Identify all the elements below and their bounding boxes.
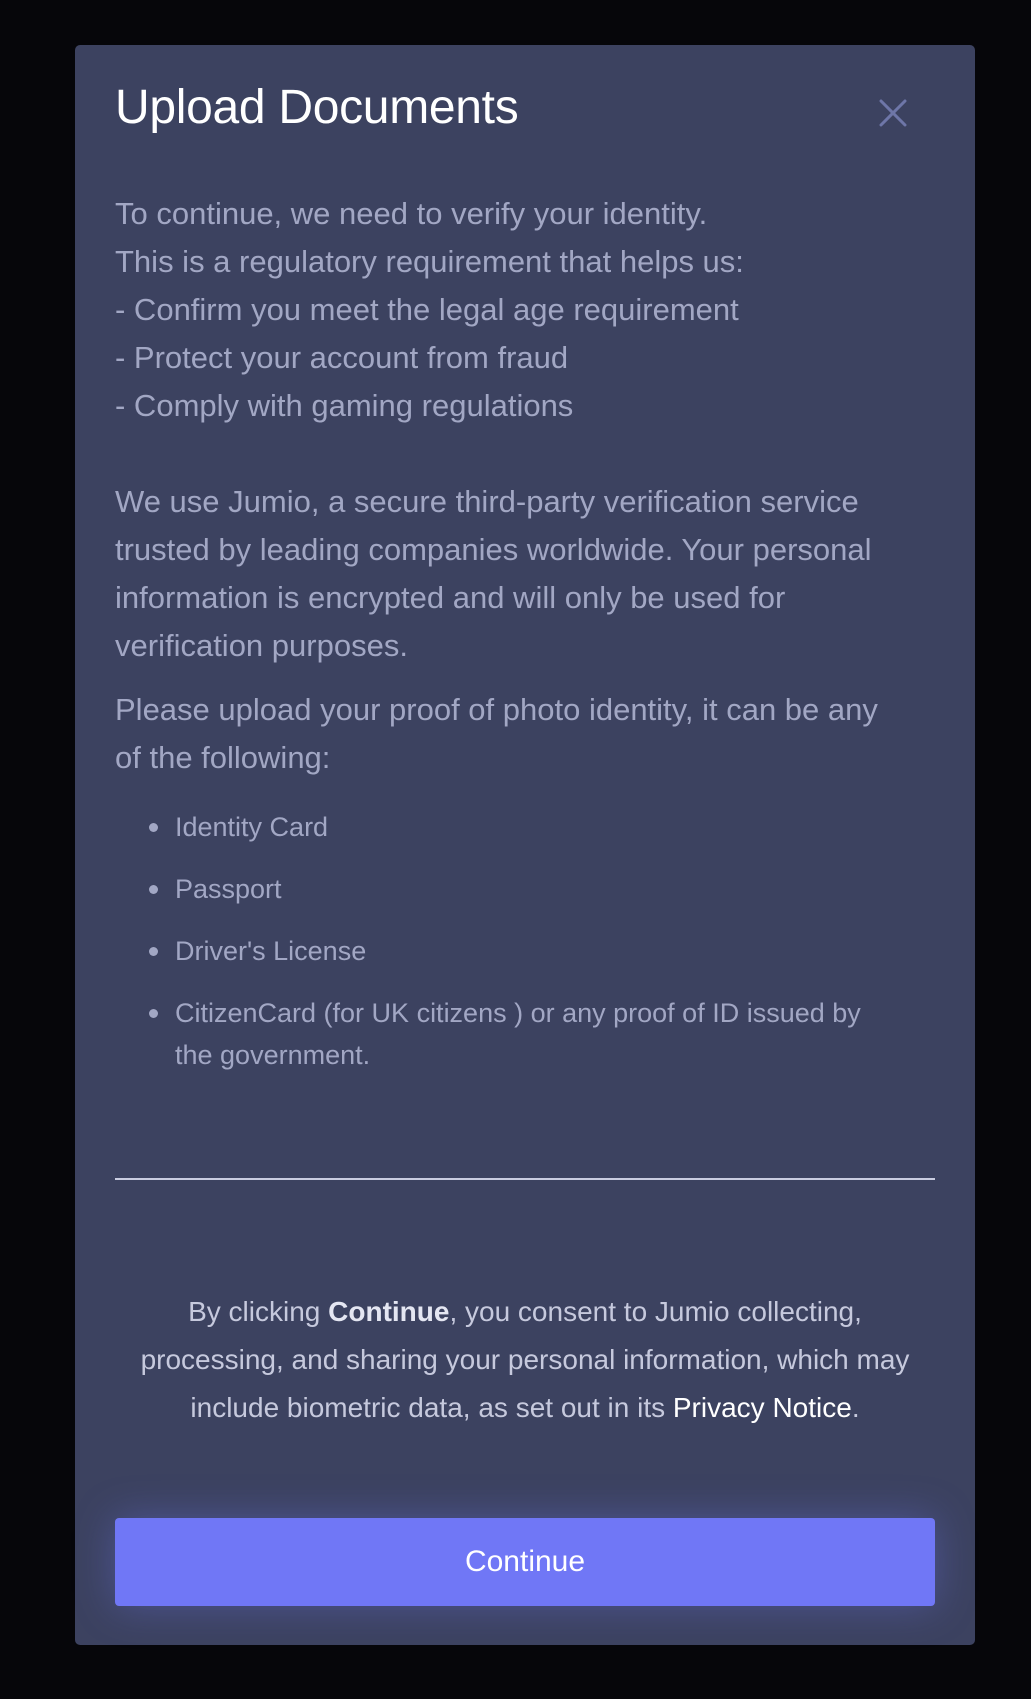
requirement-item: - Confirm you meet the legal age requirement <box>115 292 739 327</box>
upload-documents-modal <box>75 45 975 1645</box>
consent-prefix: By clicking <box>188 1296 329 1327</box>
modal-title: Upload Documents <box>115 81 519 134</box>
document-item: Passport <box>175 868 905 910</box>
document-item: CitizenCard (for UK citizens ) or any proof of ID issued by the government. <box>175 992 905 1076</box>
upload-instructions: Please upload your proof of photo identity, it can be any of the following: <box>115 692 878 775</box>
consent-suffix: . <box>851 1392 860 1423</box>
divider <box>115 1178 935 1180</box>
document-item: Driver's License <box>175 930 905 972</box>
consent-body: , you consent to Jumio collecting, processing, and sharing your personal information, which may include biometric data, as set out in its <box>140 1296 910 1423</box>
close-icon <box>875 95 911 131</box>
document-list <box>115 806 905 1076</box>
close-button[interactable] <box>875 95 911 131</box>
intro-line: This is a regulatory requirement that helps us: <box>115 244 744 279</box>
consent-continue-emphasis: Continue <box>328 1296 450 1327</box>
privacy-notice-link[interactable]: Privacy Notice <box>672 1392 852 1423</box>
continue-button[interactable]: Continue <box>115 1518 935 1606</box>
requirement-item: - Comply with gaming regulations <box>115 388 574 423</box>
consent-text <box>115 1288 935 1432</box>
intro-line: To continue, we need to verify your identity. <box>115 196 708 231</box>
modal-content <box>115 190 905 1096</box>
jumio-paragraph: We use Jumio, a secure third-party verification service trusted by leading companies worldwide. Your personal information is encrypted and will only be used for verification purposes. <box>115 484 872 663</box>
requirement-item: - Protect your account from fraud <box>115 340 569 375</box>
document-item: Identity Card <box>175 806 905 848</box>
